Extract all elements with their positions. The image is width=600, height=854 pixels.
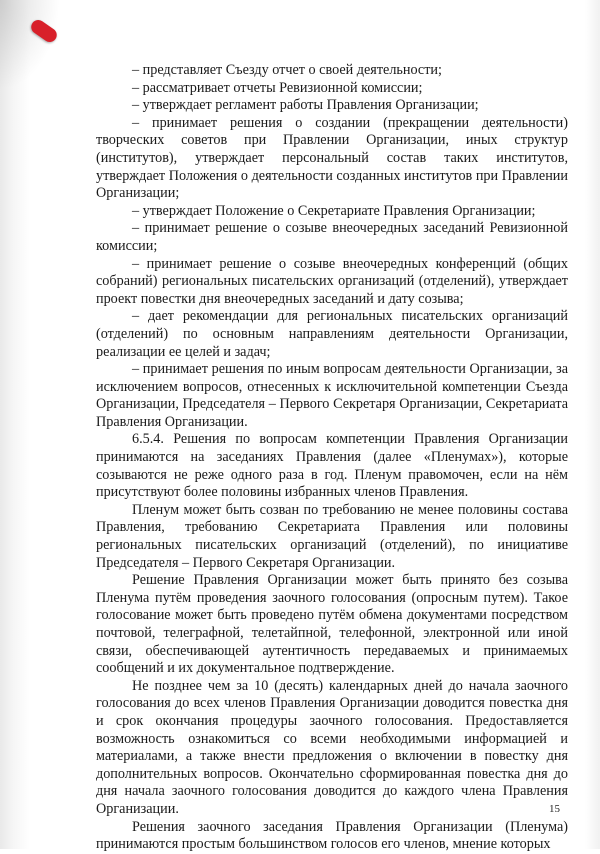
scan-shadow xyxy=(0,0,60,90)
document-body xyxy=(96,62,568,854)
paragraph: Пленум может быть созван по требованию не менее половины состава Правления, требованию Секретариата Правления или половины региональных писательских организаций (отделений), по инициативе Председателя – Первого Секретаря Организации. xyxy=(96,501,568,571)
list-item: – принимает решение о созыве внеочередных конференций (общих собраний) региональных писательских организаций (отделений), утверждает проект повестки дня внеочередных заседаний и дату созыва; xyxy=(96,255,568,307)
list-item: – рассматривает отчеты Ревизионной комиссии; xyxy=(132,79,423,96)
list-item: – утверждает регламент работы Правления Организации; xyxy=(132,97,479,114)
list-item: – принимает решение о созыве внеочередных заседаний Ревизионной комиссии; xyxy=(96,220,568,254)
section-paragraph: 6.5.4. Решения по вопросам компетенции Правления Организации принимаются на заседаниях Правления (далее «Пленумах»), которые созываются не реже одного раза в год. Пленум правомочен, если на нём присутствуют более половины избранных членов Правления. xyxy=(96,431,568,501)
list-item: – представляет Съезду отчет о своей деятельности; xyxy=(132,62,442,78)
paragraph: Не позднее чем за 10 (десять) календарных дней до начала заочного голосования до всех членов Правления Организации доводится повестка дня и срок окончания процедуры заочного голосования. Предоставляется возможность ознакомиться со всеми необходимыми информацией и материалами, а также внести предложения о включении в повестку дня дополнительных вопросов. Окончательно сформированная повестка дня до дня начала заочного голосования доводится до каждого члена Правления Организации. xyxy=(96,677,568,817)
list-item: – дает рекомендации для региональных писательских организаций (отделений) по основным направлениям деятельности Организации, реализации ее целей и задач; xyxy=(96,308,568,360)
paragraph: Решения заочного заседания Правления Организации (Пленума) принимаются простым большинством голосов его членов, мнение которых xyxy=(96,818,568,853)
list-item: – принимает решения о создании (прекращении деятельности) творческих советов при Правлении Организации, иных структур (институтов), утверждает персональный состав таких институтов, утверждает Положения о деятельности созданных институтов при Правлении Организации; xyxy=(96,114,568,202)
list-item: – принимает решения по иным вопросам деятельности Организации, за исключением вопросов, отнесенных к исключительной компетенции Съезда Организации, Председателя – Первого Секретаря Организации, Секретариата Правления Организации. xyxy=(96,361,568,430)
list-item: – утверждает Положение о Секретариате Правления Организации; xyxy=(132,202,536,219)
paragraph: Решение Правления Организации может быть принято без созыва Пленума путём проведения заочного голосования (опросным путем). Такое голосование может быть проведено путём обмена документами посредством почтовой, телеграфной, телетайпной, телефонной, электронной или иной связи, обеспечивающей аутентичность передаваемых и принимаемых сообщений и их документальное подтверждение. xyxy=(96,572,568,677)
page-number: 15 xyxy=(549,803,560,815)
